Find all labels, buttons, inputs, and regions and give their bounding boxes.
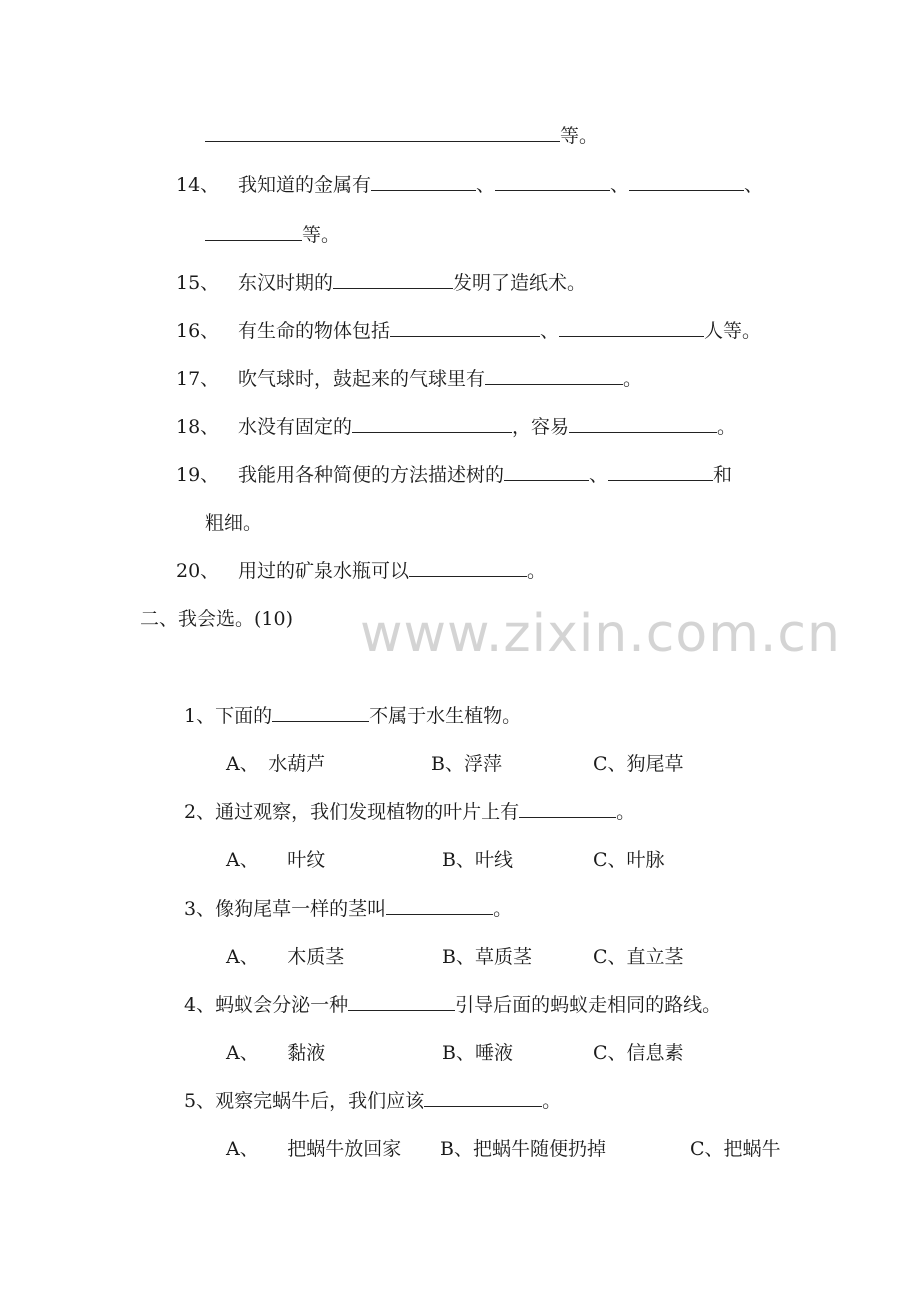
question-17: 17、 吹气球时，鼓起来的气球里有 。: [176, 368, 643, 390]
question-number: 14、: [176, 174, 220, 196]
answer-blank[interactable]: [371, 172, 476, 191]
option-c[interactable]: C、信息素: [593, 1042, 684, 1064]
choice-question-4: 4、蚂蚁会分泌一种 引导后面的蚂蚁走相同的路线。: [184, 994, 722, 1016]
answer-blank[interactable]: [386, 896, 493, 915]
question-text: 吹气球时，鼓起来的气球里有: [238, 368, 486, 390]
answer-blank[interactable]: [519, 799, 616, 818]
question-14: 14、 我知道的金属有 、 、 、: [176, 174, 764, 196]
option-c[interactable]: C、狗尾草: [593, 753, 684, 775]
option-c[interactable]: C、把蜗牛: [690, 1138, 781, 1160]
answer-blank[interactable]: [629, 172, 744, 191]
question-number: 16、: [176, 320, 220, 342]
option-c[interactable]: C、直立茎: [593, 946, 684, 968]
option-c[interactable]: C、叶脉: [593, 849, 665, 871]
section-title: 二、我会选。(10): [140, 608, 294, 630]
question-text: 我知道的金属有: [238, 174, 372, 196]
question-number: 20、: [176, 560, 220, 582]
answer-blank[interactable]: [352, 414, 512, 433]
answer-blank[interactable]: [205, 123, 560, 142]
choice-question-5: 5、观察完蜗牛后，我们应该 。: [184, 1090, 562, 1112]
answer-blank[interactable]: [559, 318, 704, 337]
question-19: 19、 我能用各种简便的方法描述树的 、 和: [176, 464, 733, 486]
question-text: 水没有固定的: [238, 416, 353, 438]
question-16: 16、 有生命的物体包括 、 人等。: [176, 320, 762, 342]
option-a[interactable]: A、 把蜗牛放回家: [226, 1138, 402, 1160]
question-number: 15、: [176, 272, 220, 294]
answer-blank[interactable]: [409, 558, 527, 577]
answer-blank[interactable]: [569, 414, 717, 433]
question-text: 我能用各种简便的方法描述树的: [238, 464, 505, 486]
question-text: 有生命的物体包括: [238, 320, 391, 342]
question-text: 3、像狗尾草一样的茎叫: [184, 898, 387, 920]
option-b[interactable]: B、草质茎: [442, 946, 532, 968]
answer-blank[interactable]: [390, 318, 540, 337]
option-a[interactable]: A、 水葫芦: [226, 753, 326, 775]
answer-blank[interactable]: [205, 222, 302, 241]
question-number: 18、: [176, 416, 220, 438]
answer-blank[interactable]: [333, 270, 453, 289]
question-text: 4、蚂蚁会分泌一种: [184, 994, 349, 1016]
question-14-continuation: 等。: [205, 222, 340, 248]
question-text: 1、下面的: [184, 705, 273, 727]
option-b[interactable]: B、浮萍: [431, 753, 502, 775]
question-15: 15、 东汉时期的 发明了造纸术。: [176, 272, 587, 294]
option-b[interactable]: B、叶线: [442, 849, 513, 871]
question-18: 18、 水没有固定的 ，容易 。: [176, 416, 737, 438]
answer-blank[interactable]: [348, 992, 455, 1011]
watermark: www.zixin.com.cn: [360, 604, 841, 664]
question-text: 用过的矿泉水瓶可以: [238, 560, 410, 582]
question-20: 20、 用过的矿泉水瓶可以 。: [176, 560, 547, 582]
question-text: 5、观察完蜗牛后，我们应该: [184, 1090, 425, 1112]
question-19-continuation: 粗细。: [205, 512, 263, 534]
question-text: 2、通过观察，我们发现植物的叶片上有: [184, 801, 520, 823]
choice-question-1: 1、下面的 不属于水生植物。: [184, 705, 522, 727]
choice-question-2: 2、通过观察，我们发现植物的叶片上有 。: [184, 801, 636, 823]
answer-blank[interactable]: [485, 366, 623, 385]
q13-continuation: 等。: [205, 123, 598, 149]
option-a[interactable]: A、 叶纹: [226, 849, 326, 871]
answer-blank[interactable]: [608, 462, 713, 481]
question-number: 17、: [176, 368, 220, 390]
option-a[interactable]: A、 木质茎: [226, 946, 345, 968]
answer-blank[interactable]: [504, 462, 589, 481]
option-b[interactable]: B、唾液: [442, 1042, 513, 1064]
option-b[interactable]: B、把蜗牛随便扔掉: [440, 1138, 606, 1160]
question-number: 19、: [176, 464, 220, 486]
option-a[interactable]: A、 黏液: [226, 1042, 326, 1064]
answer-blank[interactable]: [424, 1088, 542, 1107]
answer-blank[interactable]: [495, 172, 610, 191]
question-text: 东汉时期的: [238, 272, 334, 294]
answer-blank[interactable]: [272, 703, 369, 722]
choice-question-3: 3、像狗尾草一样的茎叫 。: [184, 898, 513, 920]
